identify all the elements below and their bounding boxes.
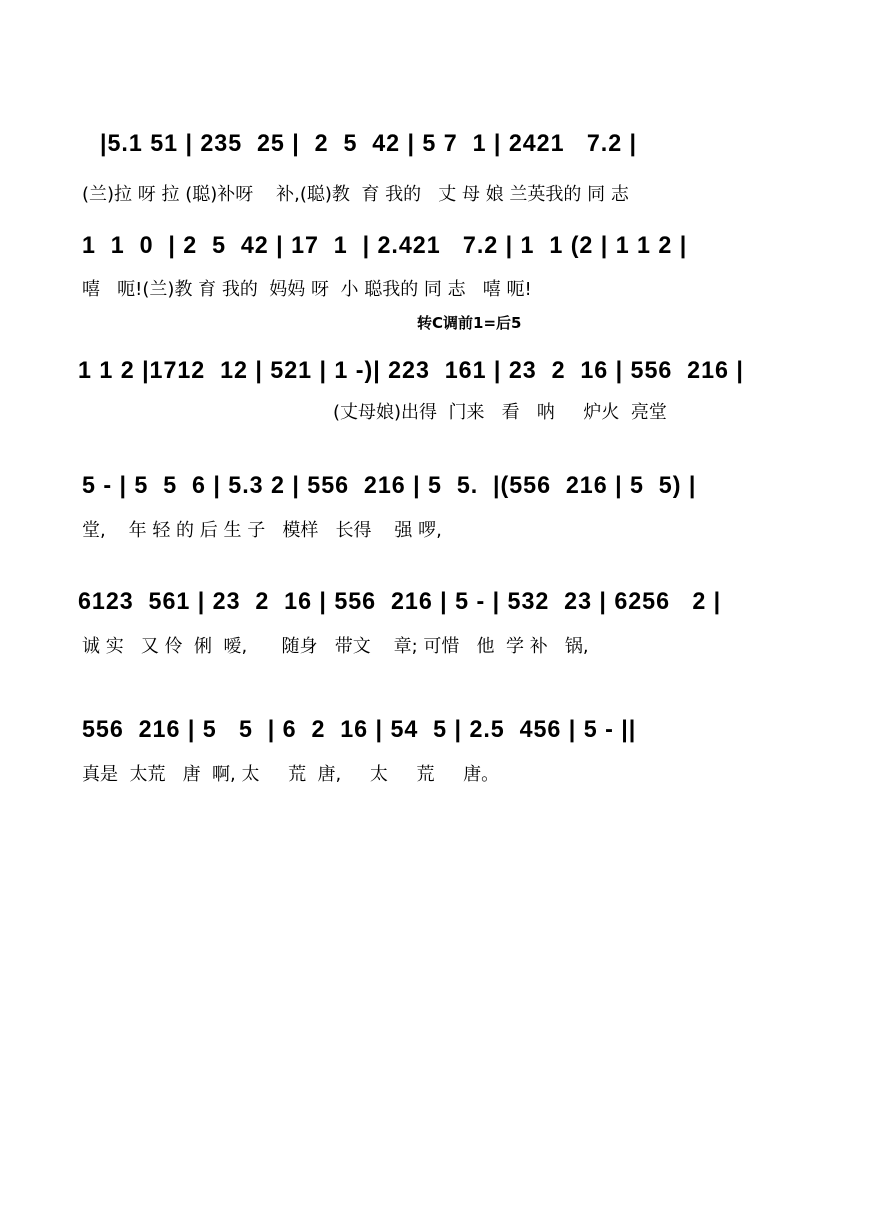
lyric-text: (丈母娘)出得 门来 看 呐 炉火 亮堂 bbox=[333, 402, 667, 423]
notation-row bbox=[0, 716, 877, 756]
lyric-row bbox=[0, 180, 877, 210]
notation-text: 5 - | 5 5 6 | 5.3 2 | 556 216 | 5 5. |(556 216 | 5 5) | bbox=[82, 472, 697, 499]
lyric-text: 诚 实 又 伶 俐 嗳, 随身 带文 章; 可惜 他 学 补 锅, bbox=[82, 636, 589, 657]
lyric-row bbox=[0, 516, 877, 546]
lyric-row bbox=[0, 632, 877, 662]
lyric-text: 真是 太荒 唐 啊, 太 荒 唐, 太 荒 唐。 bbox=[82, 764, 500, 785]
lyric-row bbox=[0, 398, 877, 428]
notation-text: 1 1 2 |1712 12 | 521 | 1 -)| 223 161 | 23 2 16 | 556 216 | bbox=[78, 357, 744, 384]
lyric-row bbox=[0, 275, 877, 305]
lyric-text: (兰)拉 呀 拉 (聪)补呀 补,(聪)教 育 我的 丈 母 娘 兰英我的 同 志 bbox=[82, 184, 629, 205]
notation-row bbox=[0, 472, 877, 512]
notation-text: |5.1 51 | 235 25 | 2 5 42 | 5 7 1 | 2421 7.2 | bbox=[100, 130, 638, 157]
notation-row bbox=[0, 232, 877, 272]
notation-row bbox=[0, 357, 877, 397]
notation-text: 6123 561 | 23 2 16 | 556 216 | 5 - | 532 23 | 6256 2 | bbox=[78, 588, 722, 615]
lyric-text: 堂, 年 轻 的 后 生 子 模样 长得 强 啰, bbox=[82, 520, 442, 541]
notation-row bbox=[0, 588, 877, 628]
lyric-row bbox=[0, 760, 877, 790]
key-change-note: 转C调前1=后5 bbox=[417, 314, 522, 332]
lyric-text: 嘻 呃!(兰)教 育 我的 妈妈 呀 小 聪我的 同 志 嘻 呃! bbox=[82, 279, 532, 300]
notation-row bbox=[0, 130, 877, 170]
notation-text: 556 216 | 5 5 | 6 2 16 | 54 5 | 2.5 456 | 5 - || bbox=[82, 716, 637, 743]
notation-text: 1 1 0 | 2 5 42 | 17 1 | 2.421 7.2 | 1 1 (2 | 1 1 2 | bbox=[82, 232, 688, 259]
